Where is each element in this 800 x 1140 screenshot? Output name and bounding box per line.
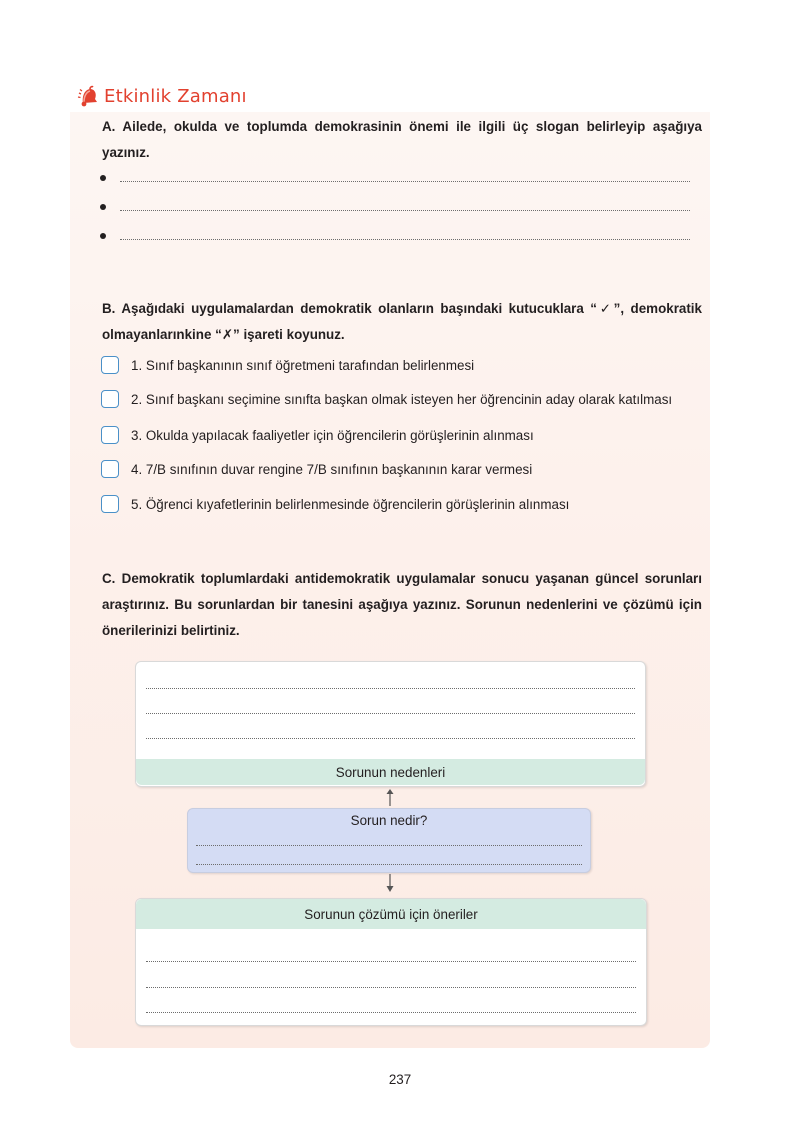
practice-item-text: 2. Sınıf başkanı seçimine sınıfta başkan olmak isteyen her öğrencinin aday olarak katılması xyxy=(131,391,673,407)
practice-item-5[interactable] xyxy=(101,493,569,515)
practice-item-text: 5. Öğrenci kıyafetlerinin belirlenmesinde öğrencilerin görüşlerinin alınması xyxy=(131,496,570,512)
causes-box xyxy=(135,661,646,787)
checkbox[interactable] xyxy=(101,460,119,478)
solutions-label: Sorunun çözümü için öneriler xyxy=(304,906,478,922)
practice-item-text: 4. 7/B sınıfının duvar rengine 7/B sınıfının başkanının karar vermesi xyxy=(131,461,533,477)
practice-item-text: 1. Sınıf başkanının sınıf öğretmeni tarafından belirlenmesi xyxy=(131,357,475,373)
solutions-label-bar xyxy=(136,899,646,929)
practice-item-3[interactable] xyxy=(101,424,534,446)
slogan-line-1[interactable] xyxy=(100,170,690,184)
arrow-up-icon xyxy=(382,787,398,807)
practice-item-text: 3. Okulda yapılacak faaliyetler için öğrencilerin görüşlerinin alınması xyxy=(131,427,534,443)
bell-icon xyxy=(76,84,100,108)
activity-title: Etkinlik Zamanı xyxy=(104,85,247,107)
causes-label: Sorunun nedenleri xyxy=(335,764,446,780)
solutions-box xyxy=(135,898,647,1026)
slogan-line-3[interactable] xyxy=(100,228,690,242)
practice-item-4[interactable] xyxy=(101,458,532,480)
causes-answer-line-3[interactable] xyxy=(146,738,635,739)
section-b-letter: B. xyxy=(102,301,116,316)
page-number: 237 xyxy=(388,1072,412,1087)
section-c-text: Demokratik toplumlardaki antidemokratik uygulamalar sonucu yaşanan güncel sorunları araştırınız. Bu sorunlardan bir tanesini aşağıya yazınız. Sorunun nedenlerini ve çözümü için önerilerinizi belirtiniz. xyxy=(102,571,702,638)
section-c-question xyxy=(80,566,702,644)
solutions-answer-line-1[interactable] xyxy=(146,961,636,962)
section-a-text: Ailede, okulda ve toplumda demokrasinin önemi ile ilgili üç slogan belirleyip aşağıya yazınız. xyxy=(102,119,702,160)
section-b-question xyxy=(80,296,702,348)
solutions-answer-line-3[interactable] xyxy=(146,1012,636,1013)
problem-box xyxy=(187,808,591,873)
checkbox[interactable] xyxy=(101,390,119,408)
activity-header xyxy=(76,82,247,110)
checkbox[interactable] xyxy=(101,426,119,444)
arrow-down-icon xyxy=(382,873,398,895)
section-c-letter: C. xyxy=(102,571,116,586)
problem-answer-line-2[interactable] xyxy=(196,864,582,865)
causes-label-bar xyxy=(136,759,645,785)
causes-answer-line-2[interactable] xyxy=(146,713,635,714)
dotted-answer-line xyxy=(120,181,690,182)
bullet-icon xyxy=(100,233,106,239)
section-b-text: Aşağıdaki uygulamalardan demokratik olanların başındaki kutucuklara “✓”, demokratik olmayanlarınkine “✗” işareti koyunuz. xyxy=(102,301,702,342)
causes-answer-line-1[interactable] xyxy=(146,688,635,689)
slogan-line-2[interactable] xyxy=(100,199,690,213)
practice-item-2[interactable] xyxy=(101,388,672,410)
dotted-answer-line xyxy=(120,239,690,240)
bullet-icon xyxy=(100,175,106,181)
solutions-answer-line-2[interactable] xyxy=(146,987,636,988)
practice-item-1[interactable] xyxy=(101,354,474,376)
section-a-letter: A. xyxy=(102,119,116,134)
section-a-question xyxy=(80,114,702,166)
problem-label: Sorun nedir? xyxy=(350,813,428,828)
checkbox[interactable] xyxy=(101,356,119,374)
bullet-icon xyxy=(100,204,106,210)
checkbox[interactable] xyxy=(101,495,119,513)
problem-answer-line-1[interactable] xyxy=(196,845,582,846)
dotted-answer-line xyxy=(120,210,690,211)
